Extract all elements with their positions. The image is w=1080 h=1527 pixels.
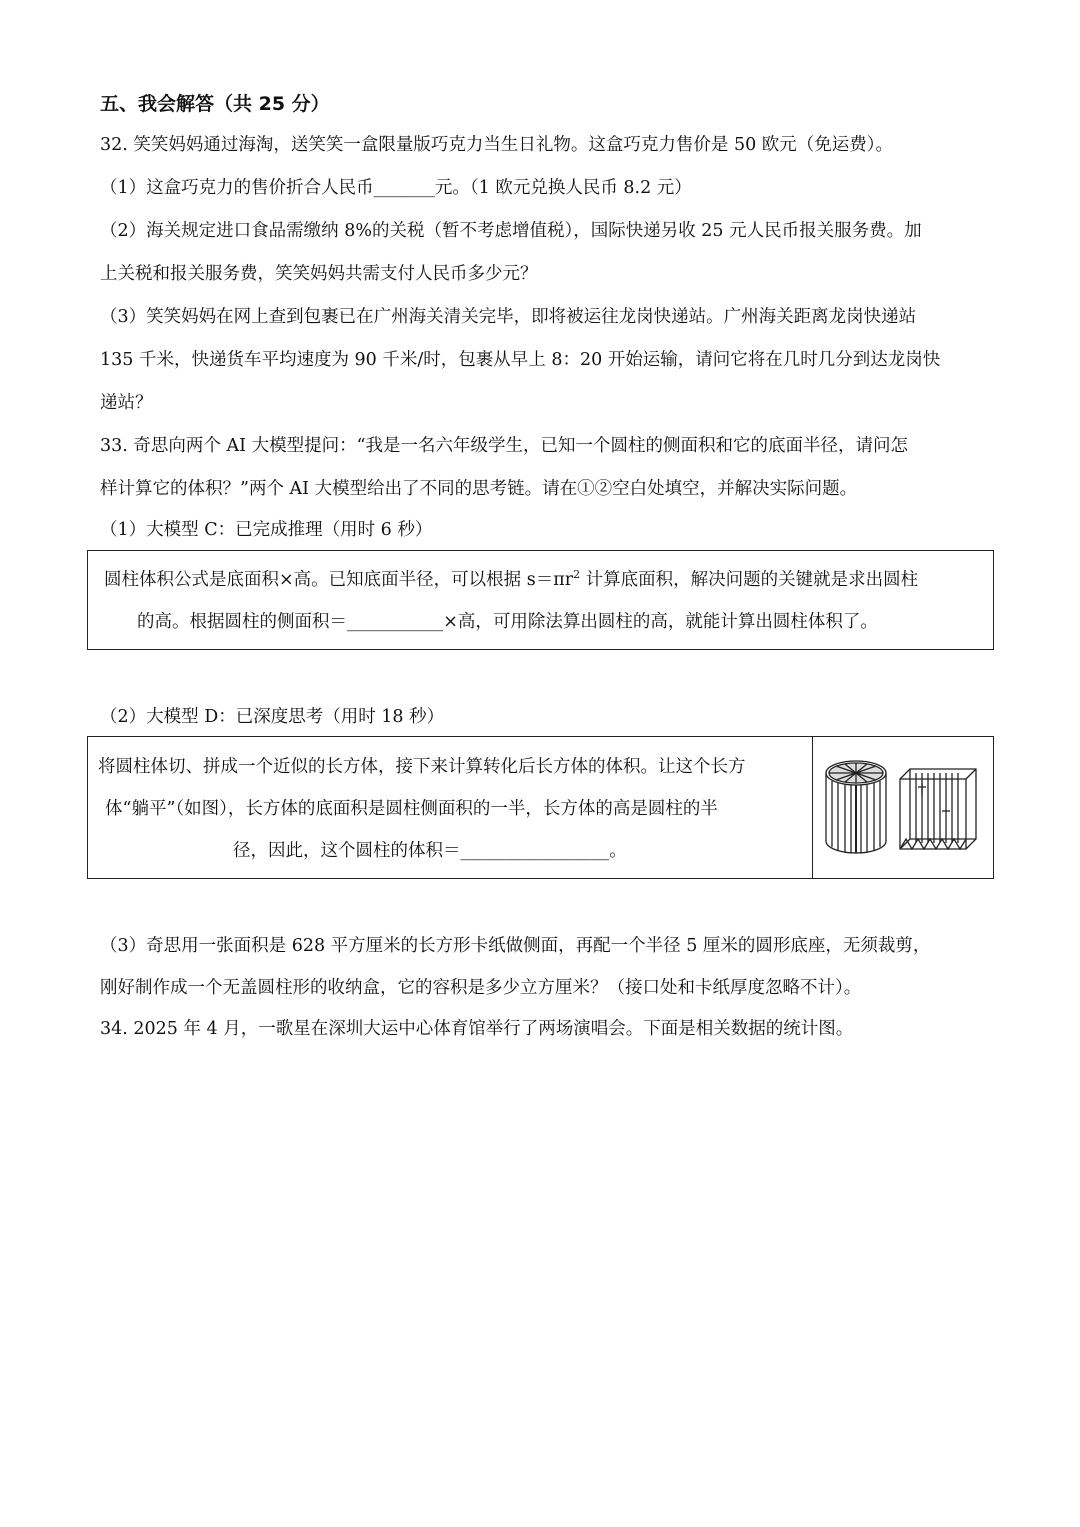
question-32-stem: 32. 笑笑妈妈通过海淘，送笑笑一盒限量版巧克力当生日礼物。这盒巧克力售价是 50 欧元（免运费）。: [100, 135, 894, 155]
model-c-answer-box: [87, 550, 994, 650]
question-32-part-3-line-3: 递站？: [100, 393, 153, 413]
model-c-line-1-start: 圆柱体积公式是底面积×高。已知底面半径，可以根据 s＝πr: [104, 570, 574, 590]
squared-superscript: 2: [573, 568, 581, 582]
question-32-part-1: （1）这盒巧克力的售价折合人民币_______元。（1 欧元兑换人民币 8.2 元）: [100, 178, 692, 198]
question-33-part-3-line-1: （3）奇思用一张面积是 628 平方厘米的长方形卡纸做侧面，再配一个半径 5 厘米的圆形底座，无须裁剪，: [100, 936, 931, 956]
model-d-line-1: 将圆柱体切、拼成一个近似的长方体，接下来计算转化后长方体的体积。让这个长方: [98, 757, 746, 777]
model-d-line-3: 径，因此，这个圆柱的体积＝_________________。: [233, 841, 627, 861]
cuboid-drawing: [900, 769, 976, 849]
cylinder-to-cuboid-figure: [818, 751, 988, 863]
question-34-stem: 34. 2025 年 4 月，一歌星在深圳大运中心体育馆举行了两场演唱会。下面是相关数据的统计图。: [100, 1019, 854, 1039]
box-divider: [812, 737, 813, 878]
model-d-answer-box: [87, 736, 994, 879]
question-32-part-2-line-1: （2）海关规定进口食品需缴纳 8%的关税（暂不考虑增值税），国际快递另收 25 元人民币报关服务费。加: [100, 221, 922, 241]
question-33-part-2-label: （2）大模型 D：已深度思考（用时 18 秒）: [100, 707, 445, 727]
model-d-line-2: 体“躺平”（如图），长方体的底面积是圆柱侧面积的一半，长方体的高是圆柱的半: [105, 799, 718, 819]
question-33-part-3-line-2: 刚好制作成一个无盖圆柱形的收纳盒，它的容积是多少立方厘米？（接口处和卡纸厚度忽略不计）。: [100, 978, 862, 998]
question-32-part-3-line-2: 135 千米，快递货车平均速度为 90 千米/时，包裹从早上 8：20 开始运输，请问它将在几时几分到达龙岗快: [100, 350, 941, 370]
question-33-stem-line-1: 33. 奇思向两个 AI 大模型提问：“我是一名六年级学生，已知一个圆柱的侧面积和它的底面半径，请问怎: [100, 436, 909, 456]
model-c-line-2: 的高。根据圆柱的侧面积＝___________×高，可用除法算出圆柱的高，就能计算出圆柱体积了。: [137, 612, 878, 632]
question-33-stem-line-2: 样计算它的体积？”两个 AI 大模型给出了不同的思考链。请在①②空白处填空，并解决实际问题。: [100, 479, 858, 499]
question-32-part-3-line-1: （3）笑笑妈妈在网上查到包裹已在广州海关清关完毕，即将被运往龙岗快递站。广州海关距离龙岗快递站: [100, 307, 917, 327]
model-c-line-1-end: 计算底面积，解决问题的关键就是求出圆柱: [580, 570, 919, 590]
question-33-part-1-label: （1）大模型 C：已完成推理（用时 6 秒）: [100, 520, 433, 540]
model-c-line-1: [104, 568, 918, 592]
question-32-part-2-line-2: 上关税和报关服务费，笑笑妈妈共需支付人民币多少元？: [100, 264, 538, 284]
section-heading: 五、我会解答（共 25 分）: [100, 93, 330, 115]
cylinder-drawing: [826, 761, 886, 853]
